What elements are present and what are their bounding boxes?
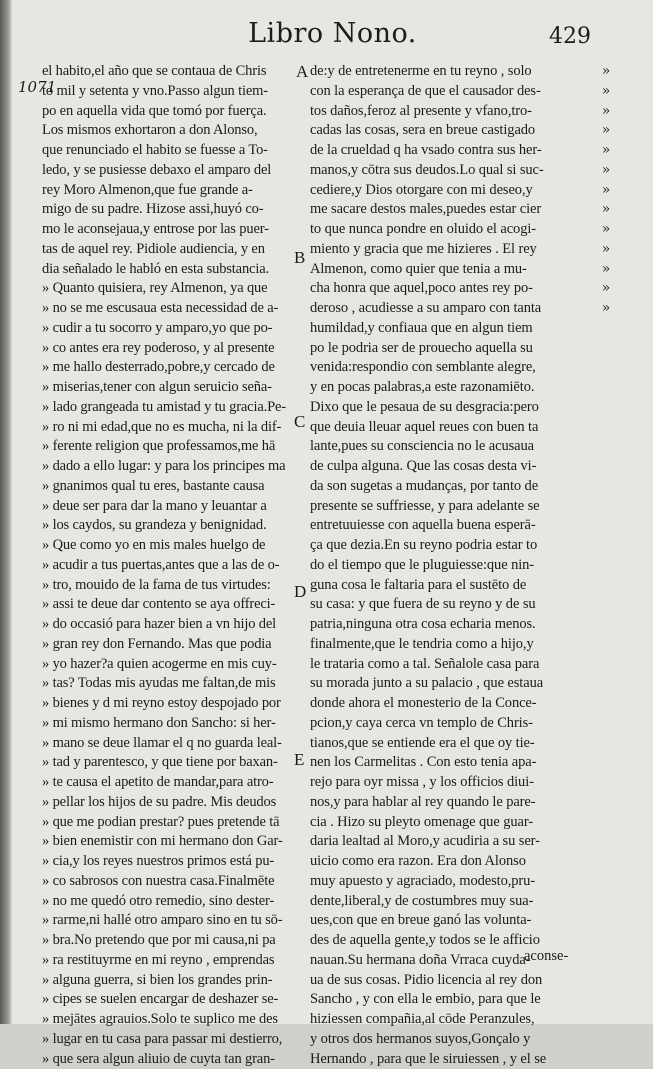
catchword: aconse- xyxy=(524,948,568,965)
quote-mark: » xyxy=(596,220,616,240)
text-line: » tro, mouido de la fama de tus virtudes: xyxy=(42,576,304,596)
text-line: cediere,y Dios otorgare con mi deseo,y xyxy=(310,181,592,201)
text-line: do el tiempo que le pluguiesse:que nin- xyxy=(310,556,592,576)
text-line: cadas las cosas, sera en breue castigado xyxy=(310,121,592,141)
text-line: » cudir a tu socorro y amparo,yo que po- xyxy=(42,319,304,339)
text-line: migo de su padre. Hizose assi,huyó co- xyxy=(42,200,304,220)
text-line: cha honra que aquel,poco antes rey po- xyxy=(310,279,592,299)
text-line: » los caydos, su grandeza y benignidad. xyxy=(42,516,304,536)
text-line: » que me podian prestar? pues pretende tā xyxy=(42,813,304,833)
text-line: » miserias,tener con algun seruicio seña- xyxy=(42,378,304,398)
text-line: » deue ser para dar la mano y leuantar a xyxy=(42,497,304,517)
margin-year: 1071 xyxy=(18,78,56,96)
text-line: » Quanto quisiera, rey Almenon, ya que xyxy=(42,279,304,299)
quote-mark: » xyxy=(596,279,616,299)
quote-mark: » xyxy=(596,62,616,82)
text-line: to mil y setenta y vno.Passo algun tiem- xyxy=(42,82,304,102)
text-line: » bien enemistir con mi hermano don Gar- xyxy=(42,832,304,852)
text-line: Dixo que le pesaua de su desgracia:pero xyxy=(310,398,592,418)
text-line: de:y de entretenerme en tu reyno , solo xyxy=(310,62,592,82)
text-line: » mejātes agrauios.Solo te suplico me des xyxy=(42,1010,304,1030)
text-line: ça que dezia.En su reyno podria estar to xyxy=(310,536,592,556)
text-line: » lado grangeada tu amistad y tu gracia.Pe- xyxy=(42,398,304,418)
text-line: Hernando , para que le siruiessen , y el se xyxy=(310,1050,592,1069)
text-line: su morada junto a su palacio , que estaua xyxy=(310,674,592,694)
text-line: el habito,el año que se contaua de Chris xyxy=(42,62,304,82)
text-line: me sacare destos males,puedes estar cier xyxy=(310,200,592,220)
quote-mark: » xyxy=(596,181,616,201)
text-line: muy apuesto y agraciado, modesto,pru- xyxy=(310,872,592,892)
text-line: » gnanimos qual tu eres, bastante causa xyxy=(42,477,304,497)
text-line: de culpa alguna. Que las cosas desta vi- xyxy=(310,457,592,477)
text-line: » assi te deue dar contento se aya offreci- xyxy=(42,595,304,615)
text-line: nen los Carmelitas . Con esto tenia apa- xyxy=(310,753,592,773)
text-line: » alguna guerra, si bien los grandes prin- xyxy=(42,971,304,991)
text-line: pcion,y caya cerca vn templo de Chris- xyxy=(310,714,592,734)
text-line: miento y gracia que me hizieres . El rey xyxy=(310,240,592,260)
text-line: » pellar los hijos de su padre. Mis deudos xyxy=(42,793,304,813)
text-line: » bra.No pretendo que por mi causa,ni pa xyxy=(42,931,304,951)
text-line: y otros dos hermanos suyos,Gonçalo y xyxy=(310,1030,592,1050)
section-marker-e: E xyxy=(294,750,304,770)
text-line: venida:respondio con semblante alegre, xyxy=(310,358,592,378)
quote-mark-column xyxy=(596,62,616,319)
section-marker-a: A xyxy=(296,62,308,82)
text-line: » acudir a tus puertas,antes que a las de o- xyxy=(42,556,304,576)
text-line: Almenon, como quier que tenia a mu- xyxy=(310,260,592,280)
text-line: nos,y para hablar al rey quando le pare- xyxy=(310,793,592,813)
text-line: » no me quedó otro remedio, sino dester- xyxy=(42,892,304,912)
text-line: po le podria ser de prouecho aquella su xyxy=(310,339,592,359)
text-line: hiziessen compañia,al cōde Peranzules, xyxy=(310,1010,592,1030)
text-line: tos daños,feroz al presente y vfano,tro- xyxy=(310,102,592,122)
text-line: de la crueldad q ha vsado contra sus her- xyxy=(310,141,592,161)
text-line: tas de aquel rey. Pidiole audiencia, y en xyxy=(42,240,304,260)
text-line: manos,y cōtra sus deudos.Lo qual si suc- xyxy=(310,161,592,181)
text-line: su casa: y que fuera de su reyno y de su xyxy=(310,595,592,615)
text-line: » tad y parentesco, y que tiene por baxan- xyxy=(42,753,304,773)
text-line: que deuia lleuar aquel reues con buen ta xyxy=(310,418,592,438)
text-line: » co sabrosos con nuestra casa.Finalmēte xyxy=(42,872,304,892)
text-line: » lugar en tu casa para passar mi destierro, xyxy=(42,1030,304,1050)
text-line: dente,liberal,y de costumbres muy sua- xyxy=(310,892,592,912)
text-line: lante,pues su consciencia no le acusaua xyxy=(310,437,592,457)
text-line: donde ahora el monesterio de la Conce- xyxy=(310,694,592,714)
text-line: » do occasió para hazer bien a vn hijo del xyxy=(42,615,304,635)
text-line: » dado a ello lugar: y para los principes ma xyxy=(42,457,304,477)
text-line: finalmente,que le tendria como a hijo,y xyxy=(310,635,592,655)
text-line: » yo hazer?a quien acogerme en mis cuy- xyxy=(42,655,304,675)
text-line: » que sera algun aliuio de cuyta tan gran- xyxy=(42,1050,304,1069)
quote-mark: » xyxy=(596,200,616,220)
quote-mark: » xyxy=(596,121,616,141)
text-line: mo le aconsejaua,y entrose por las puer- xyxy=(42,220,304,240)
text-line: ues,con que en breue ganó las volunta- xyxy=(310,911,592,931)
text-line: que renunciado el habito se fuesse a To- xyxy=(42,141,304,161)
quote-mark: » xyxy=(596,161,616,181)
text-line: le trataria como a tal. Señalole casa para xyxy=(310,655,592,675)
book-spine xyxy=(0,0,12,1024)
text-line: » me hallo desterrado,pobre,y cercado de xyxy=(42,358,304,378)
text-line: » te causa el apetito de mandar,para atro- xyxy=(42,773,304,793)
text-line: rey Moro Almenon,que fue grande a- xyxy=(42,181,304,201)
text-line: guna cosa le faltaria para el sustēto de xyxy=(310,576,592,596)
section-marker-d: D xyxy=(294,582,306,602)
text-line: po en aquella vida que tomó por fuerça. xyxy=(42,102,304,122)
page-number: 429 xyxy=(549,24,591,49)
quote-mark: » xyxy=(596,260,616,280)
text-line: humildad,y confiaua que en algun tiem xyxy=(310,319,592,339)
text-line: des de aquella gente,y todos se le afficio xyxy=(310,931,592,951)
text-line: y en pocas palabras,a este razonamiēto. xyxy=(310,378,592,398)
text-line: to que nunca pondre en oluido el acogi- xyxy=(310,220,592,240)
text-line: dia señalado le habló en esta substancia. xyxy=(42,260,304,280)
text-line: tianos,que se entiende era el que oy tie- xyxy=(310,734,592,754)
text-line: ledo, y se pusiesse debaxo el amparo del xyxy=(42,161,304,181)
text-line: » tas? Todas mis ayudas me faltan,de mis xyxy=(42,674,304,694)
text-line: » co antes era rey poderoso, y al presente xyxy=(42,339,304,359)
text-line: presente se suffriesse, y para adelante se xyxy=(310,497,592,517)
text-line: uicio como era razon. Era don Alonso xyxy=(310,852,592,872)
quote-mark: » xyxy=(596,299,616,319)
text-line: cia . Hizo su pleyto omenage que guar- xyxy=(310,813,592,833)
text-line: » ro ni mi edad,que no es mucha, ni la dif- xyxy=(42,418,304,438)
text-line: nauan.Su hermana doña Vrraca cuyda- xyxy=(310,951,592,971)
text-line: » cia,y los reyes nuestros primos está pu- xyxy=(42,852,304,872)
right-text-column xyxy=(310,62,592,1069)
text-line: da son sugetas a mudanças, por tanto de xyxy=(310,477,592,497)
text-line: Sancho , y con ella le embio, para que le xyxy=(310,990,592,1010)
text-line: » gran rey don Fernando. Mas que podia xyxy=(42,635,304,655)
text-line: patria,ninguna otra cosa echaria menos. xyxy=(310,615,592,635)
text-line: ua de sus cosas. Pidio licencia al rey don xyxy=(310,971,592,991)
quote-mark: » xyxy=(596,82,616,102)
text-line: » mano se deue llamar el q no guarda leal- xyxy=(42,734,304,754)
quote-mark: » xyxy=(596,141,616,161)
quote-mark: » xyxy=(596,102,616,122)
text-line: » bienes y d mi reyno estoy despojado por xyxy=(42,694,304,714)
text-line: » Que como yo en mis males huelgo de xyxy=(42,536,304,556)
text-line: deroso , acudiesse a su amparo con tanta xyxy=(310,299,592,319)
section-marker-c: C xyxy=(294,412,305,432)
running-title: Libro Nono. xyxy=(12,18,653,49)
text-line: Los mismos exhortaron a don Alonso, xyxy=(42,121,304,141)
text-line: » rarme,ni hallé otro amparo sino en tu sō- xyxy=(42,911,304,931)
text-line: entretuuiesse con aquella buena esperā- xyxy=(310,516,592,536)
quote-mark: » xyxy=(596,240,616,260)
text-line: daria lealtad al Moro,y acudiria a su ser- xyxy=(310,832,592,852)
book-page xyxy=(12,0,653,1024)
text-line: » ferente religion que professamos,me hā xyxy=(42,437,304,457)
text-line: » ra restituyrme en mi reyno , emprendas xyxy=(42,951,304,971)
text-line: » no se me escusaua esta necessidad de a- xyxy=(42,299,304,319)
text-line: con la esperança de que el causador des- xyxy=(310,82,592,102)
text-line: » mi mismo hermano don Sancho: si her- xyxy=(42,714,304,734)
text-line: rejo para oyr missa , y los officios diui- xyxy=(310,773,592,793)
section-marker-b: B xyxy=(294,248,305,268)
left-text-column xyxy=(42,62,304,1069)
text-line: » cipes se suelen encargar de deshazer se- xyxy=(42,990,304,1010)
